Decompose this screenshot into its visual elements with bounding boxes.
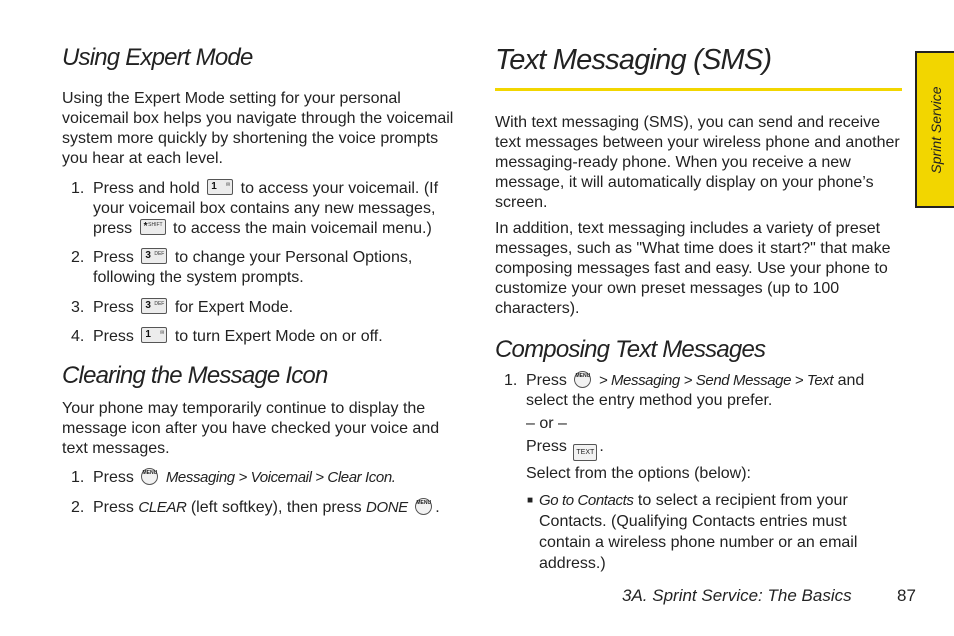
go-to-contacts-label: Go to Contacts [539,492,634,509]
sms-preset-paragraph: In addition, text messaging includes a variety of preset messages, such as "What time does it start?" that make composing messages fast and easy. Use your phone to customize your own preset messages (up to 100 characters). [495,220,891,317]
section-side-tab [915,51,954,208]
step-text: Press [93,299,134,316]
menu-ok-key-icon: MENU [574,371,591,388]
step-number: 1. [71,180,85,197]
expert-mode-steps [62,179,462,347]
step-text: . [599,438,604,455]
expert-step-3 [62,298,462,318]
select-options-line: Select from the options (below): [526,465,751,482]
menu-ok-key-icon: MENU [141,468,158,485]
composing-step-1 [495,371,902,484]
step-number: 3. [71,299,85,316]
step-text: to access the main voicemail menu.) [173,220,432,237]
step-text: Press [93,499,134,516]
composing-heading: Composing Text Messages [495,336,766,363]
step-number: 2. [71,249,85,266]
go-to-contacts-bullet [527,490,902,574]
composing-steps [495,371,902,484]
press-text-line [526,437,902,461]
menu-path: Messaging > Voicemail > Clear Icon. [165,469,396,486]
step-number: 4. [71,328,85,345]
section-title: Text Messaging (SMS) [495,44,772,76]
clear-softkey-label: CLEAR [138,499,187,516]
or-separator: – or – [526,415,567,432]
clearing-step-2 [62,498,462,518]
bullet-square-icon: ■ [527,495,534,506]
expert-step-4 [62,327,462,347]
side-tab-label: Sprint Service [927,85,944,174]
footer-section: 3A. Sprint Service: The Basics [622,586,852,605]
key-1-voicemail-icon: 1 ✉ [141,327,167,343]
clearing-step-1 [62,468,462,488]
page-number: 87 [897,586,916,605]
bullet-text: to select a recipient from your Contacts. (Qualifying Contacts entries must contain a wireless phone number or an email address.) [539,492,858,572]
page-footer [622,586,916,606]
expert-mode-body: Using the Expert Mode setting for your personal voicemail box helps you navigate through the voicemail system more quickly by shortening the voice prompts you hear at each level. [62,90,454,167]
step-text: (left softkey), then press [190,499,362,516]
key-3-def-icon: 3 DEF [141,298,167,314]
step-text: . [435,499,440,516]
key-3-def-icon: 3 DEF [141,248,167,264]
menu-ok-key-icon: MENU [415,498,432,515]
step-text: Press [93,469,134,486]
key-1-voicemail-icon: 1 ✉ [207,179,233,195]
step-text: Press [93,328,134,345]
step-number: 1. [504,372,518,389]
step-text: and select the entry method you prefer. [526,372,865,409]
step-text: Press [526,438,567,455]
sms-intro-paragraph: With text messaging (SMS), you can send and receive text messages between your wireless phone and another messaging-ready phone. When you receive a new message, it will automatically display on your phone’s screen. [495,114,900,211]
left-column [62,44,462,518]
expert-step-2 [62,248,462,288]
title-rule [495,88,902,91]
text-key-icon: TEXT [573,444,597,461]
step-text: Press [93,249,134,266]
step-text: to turn Expert Mode on or off. [174,328,383,345]
expert-mode-heading: Using Expert Mode [62,44,253,71]
right-column [495,44,902,574]
step-text: Press and hold [93,180,200,197]
clearing-icon-steps [62,468,462,518]
step-text: to change your Personal Options, following the system prompts. [93,249,413,286]
expert-step-1 [62,179,462,239]
clearing-icon-body: Your phone may temporarily continue to display the message icon after you have checked your voice and text messages. [62,400,440,457]
step-number: 1. [71,469,85,486]
step-number: 2. [71,499,85,516]
done-label: DONE [366,499,408,516]
step-text: Press [526,372,567,389]
key-star-shift-icon: * SHIFT [140,219,166,235]
step-text: for Expert Mode. [174,299,294,316]
step-text: to access your voicemail. (If your voicemail box contains any new messages, press [93,180,439,237]
clearing-icon-heading: Clearing the Message Icon [62,362,328,389]
menu-path: > Messaging > Send Message > Text [598,372,834,389]
